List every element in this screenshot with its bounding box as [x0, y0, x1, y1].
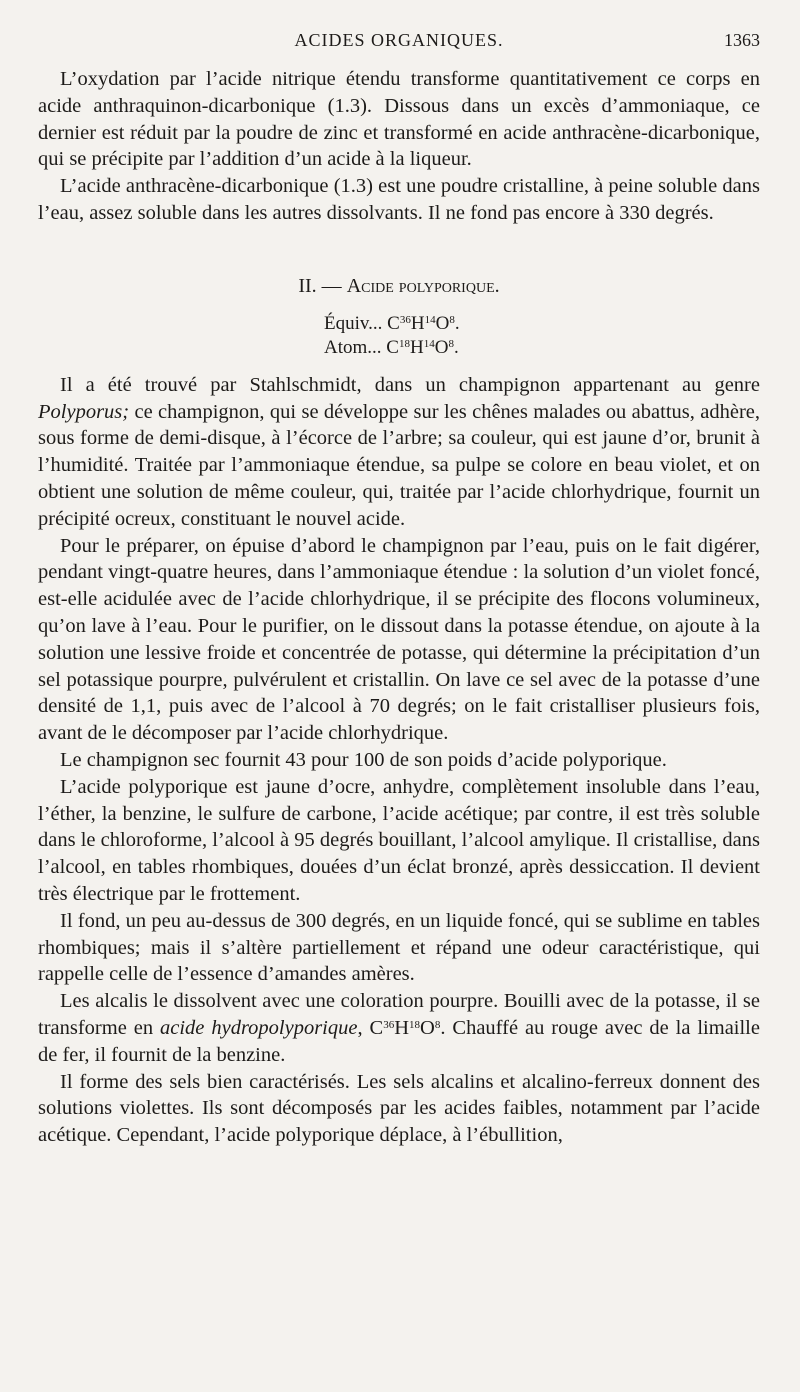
formula-equiv-label: Équiv... — [324, 312, 383, 334]
formula-equiv-h: 14 — [424, 313, 436, 326]
section-number: II. — — [298, 274, 342, 297]
page-body — [38, 66, 760, 1149]
alkali-formula-h-sub: 18 — [409, 1018, 421, 1031]
page-header — [38, 30, 760, 54]
section-title: Acide polyporique. — [346, 274, 500, 297]
formula-equiv: Équiv... $C^{36}H^{14}O^8$. — [324, 312, 460, 334]
discovery-text-a: Il a été trouvé par Stahlschmidt, dans un champignon appartenant au genre — [60, 373, 760, 396]
paragraph-yield: Le champignon sec fournit 43 pour 100 de son poids d’acide polyporique. — [60, 748, 667, 771]
page-number: 1363 — [724, 30, 760, 50]
paragraph-oxidation: L’oxydation par l’acide nitrique étendu transforme quantitativement ce corps en acide anthraquinon-dicarbonique (1.3). Dissous dans un excès d’ammoniaque, ce dernier est réduit par la poudre de zinc et transformé en acide anthracène-dicarbonique, qui se précipite par l’addition d’un acide à la liqueur. — [38, 68, 760, 171]
alkali-formula-c: , C — [357, 1016, 384, 1039]
formula-atom-c: 18 — [398, 337, 410, 350]
formula-atom-h: 14 — [423, 337, 435, 350]
paragraph-discovery — [38, 372, 760, 533]
paragraph-anthracene-acid: L’acide anthracène-dicarbonique (1.3) est une poudre cristalline, à peine soluble dans l’eau, assez soluble dans les autres dissolvants. Il ne fond pas encore à 330 degrés. — [38, 175, 760, 224]
hydropolyporic-acid-name: acide hydropolyporique — [160, 1016, 358, 1039]
formula-equiv-c: 36 — [399, 313, 411, 326]
paragraph-preparation: Pour le préparer, on épuise d’abord le champignon par l’eau, puis on le fait digérer, pendant vingt-quatre heures, dans l’ammoniaque étendue : la solution d’un violet foncé, est-elle acidulée avec de l’acide chlorhydrique, il se précipite des flocons volumineux, qu’on lave à l’eau. Pour le purifier, on le dissout dans la potasse étendue, on ajoute à la solution une lessive froide et concentrée de potasse, qui détermine la précipitation d’un sel potassique pourpre, pulvérulent et cristallin. On lave ce sel avec de la potasse d’une densité de 1,1, puis avec de l’alcool à 70 degrés; on le fait cristalliser plusieurs fois, avant de le décomposer par l’acide chlorhydrique. — [38, 534, 760, 745]
genus-name: Polyporus; — [38, 400, 130, 423]
alkali-formula-o: O — [420, 1016, 435, 1039]
discovery-text-b: ce champignon, qui se développe sur les chênes malades ou abattus, adhère, sous forme de demi-disque, à l’écorce de l’arbre; sa couleur, qui est jaune d’or, brunit à l’humidité. Traitée par l’ammoniaque étendue, sa pulpe se colore en beau violet, et on obtient une solution de même couleur, qui, traitée par l’acide chlorhydrique, fournit un précipité ocreux, constituant le nouvel acide. — [38, 400, 760, 530]
running-title: ACIDES ORGANIQUES. — [294, 30, 504, 50]
formula-atom-o: 8 — [448, 337, 454, 350]
section-heading — [38, 275, 760, 298]
alkali-formula-c-sub: 36 — [383, 1018, 395, 1031]
alkali-text-a: Les alcalis le dissolvent avec une coloration pourpre. Bouilli avec de la potasse, il se transforme en — [38, 990, 760, 1039]
alkali-formula-o-sub: 8 — [434, 1018, 441, 1031]
paragraph-melting: Il fond, un peu au-dessus de 300 degrés, en un liquide foncé, qui se sublime en tables rhombiques; mais il s’altère partiellement et répand une odeur caractéristique, qui rappelle celle de l’essence d’amandes amères. — [38, 909, 760, 986]
alkali-formula-h: H — [394, 1016, 410, 1039]
formula-equiv-o: 8 — [449, 313, 455, 326]
paragraph-salts: Il forme des sels bien caractérisés. Les sels alcalins et alcalino-ferreux donnent des solutions violettes. Ils sont décomposés par les acides faibles, notamment par l’acide acétique. Cependant, l’acide polyporique déplace, à l’ébullition, — [38, 1070, 760, 1147]
formula-atom: Atom... $C^{18}H^{14}O^8$. — [324, 336, 459, 358]
paragraph-alkali — [38, 988, 760, 1068]
formula-block — [284, 312, 514, 360]
alkali-text-b: . Chauffé au rouge avec de la limaille de fer, il fournit de la benzine. — [38, 1016, 760, 1066]
paragraph-properties: L’acide polyporique est jaune d’ocre, anhydre, complètement insoluble dans l’eau, l’éther, la benzine, le sulfure de carbone, l’acide acétique; par contre, il est très soluble dans le chloroforme, l’alcool à 95 degrés bouillant, l’alcool amylique. Il cristallise, dans l’alcool, en tables rhombiques, douées d’un éclat bronzé, après dessiccation. Il devient très électrique par le frottement. — [38, 775, 760, 905]
formula-atom-label: Atom... — [324, 336, 382, 358]
